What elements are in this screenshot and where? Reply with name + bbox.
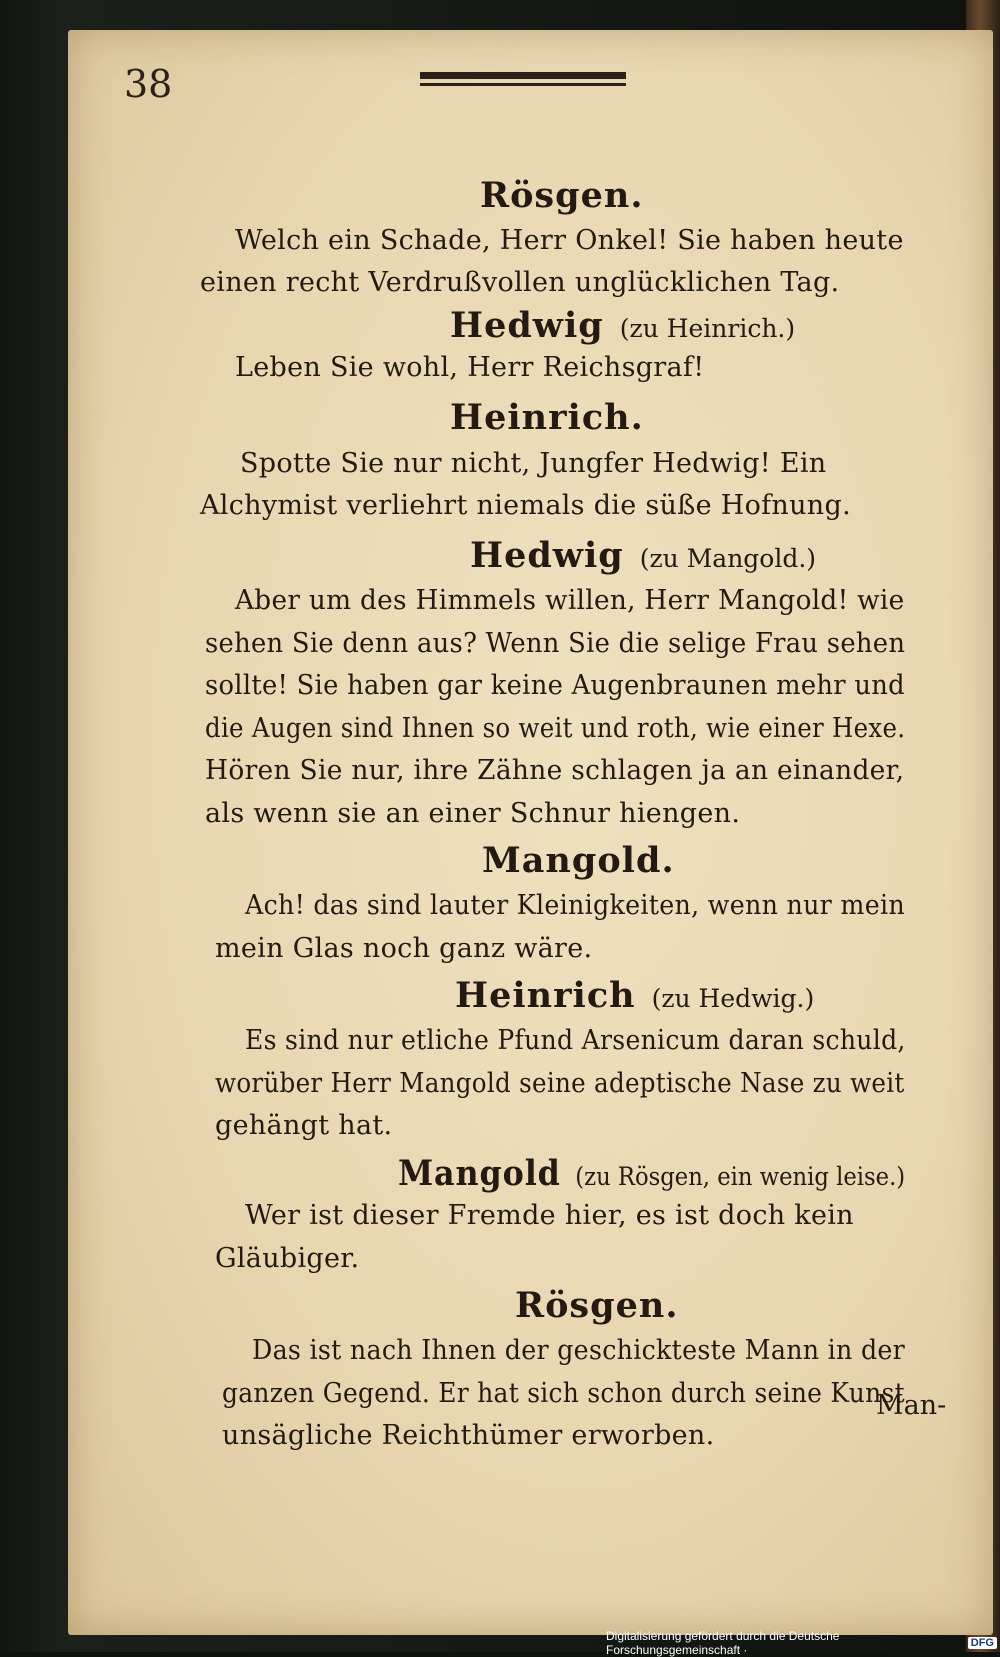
line-text: sehen Sie denn aus? Wenn Sie die selige Frau sehen [205, 628, 906, 659]
line-text: einen recht Verdrußvollen unglücklichen Tag. [200, 267, 840, 298]
speaker-name [450, 305, 795, 346]
text-line [245, 1025, 906, 1056]
line-text: Aber um des Himmels willen, Herr Mangold! wie [235, 585, 905, 616]
line-text: Alchymist verliehrt niemals die süße Hofnung. [200, 490, 851, 521]
text-line [240, 448, 826, 479]
line-text: Es sind nur etliche Pfund Arsenicum daran schuld, [245, 1025, 906, 1056]
page-number: 38 [124, 62, 173, 106]
text-line [205, 755, 904, 786]
speaker-label: Heinrich. [450, 397, 644, 438]
speaker-label: Mangold. [482, 840, 675, 881]
stage-direction: (zu Hedwig.) [651, 984, 815, 1013]
text-line [215, 933, 592, 964]
line-text: die Augen sind Ihnen so weit und roth, wie einer Hexe. [205, 713, 906, 744]
text-line [252, 1335, 905, 1366]
text-line [200, 490, 851, 521]
line-text: Hören Sie nur, ihre Zähne schlagen ja an einander, [205, 755, 905, 786]
speaker-name [480, 175, 644, 216]
text-line [205, 628, 905, 659]
speaker-label: Rösgen. [480, 175, 644, 216]
line-text: Leben Sie wohl, Herr Reichsgraf! [235, 352, 705, 383]
text-line [215, 1110, 392, 1141]
line-text: sollte! Sie haben gar keine Augenbraunen mehr und [205, 670, 905, 701]
text-line [222, 1378, 905, 1409]
speaker-name [515, 1285, 679, 1326]
text-line [245, 1200, 854, 1231]
text-line [205, 670, 905, 701]
line-text: ganzen Gegend. Er hat sich schon durch seine Kunst [222, 1378, 905, 1409]
text-line [215, 1243, 359, 1274]
line-text: gehängt hat. [215, 1110, 393, 1141]
catchword: Man- [876, 1390, 947, 1421]
line-text: Ach! das sind lauter Kleinigkeiten, wenn nur mein [245, 890, 905, 921]
line-text: Wer ist dieser Fremde hier, es ist doch kein [245, 1200, 854, 1231]
text-line [235, 352, 704, 383]
line-text: Welch ein Schade, Herr Onkel! Sie haben heute [235, 225, 904, 256]
speaker-label: Rösgen. [515, 1285, 679, 1326]
speaker-label: Hedwig [450, 305, 604, 346]
speaker-label: Hedwig [470, 535, 624, 576]
speaker-name [455, 975, 814, 1016]
speaker-name [398, 1153, 905, 1194]
speaker-label: Mangold [398, 1153, 561, 1194]
stage-direction: (zu Rösgen, ein wenig leise.) [575, 1162, 906, 1191]
line-text: worüber Herr Mangold seine adeptische Nase zu weit [215, 1068, 905, 1099]
line-text: als wenn sie an einer Schnur hiengen. [205, 798, 741, 829]
stage-direction: (zu Heinrich.) [619, 314, 796, 343]
text-line [235, 585, 905, 616]
text-line [205, 713, 905, 744]
credit-text: Digitalisierung gefördert durch die Deutsche Forschungsgemeinschaft · [606, 1628, 840, 1657]
text-line [215, 1068, 905, 1099]
speaker-name [470, 535, 816, 576]
speaker-name [482, 840, 675, 881]
header-rule [420, 72, 626, 86]
text-line [205, 798, 740, 829]
line-text: Das ist nach Ihnen der geschickteste Mann in der [252, 1335, 906, 1366]
text-line [245, 890, 905, 921]
line-text: unsägliche Reichthümer erworben. [222, 1420, 715, 1451]
line-text: mein Glas noch ganz wäre. [215, 933, 593, 964]
speaker-name [450, 397, 644, 438]
dfg-logo: DFG [968, 1637, 997, 1649]
digitization-credit [606, 1628, 1000, 1657]
speaker-label: Heinrich [455, 975, 636, 1016]
line-text: Spotte Sie nur nicht, Jungfer Hedwig! Ein [240, 448, 827, 479]
text-line [222, 1420, 715, 1451]
text-line [235, 225, 904, 256]
line-text: Gläubiger. [215, 1243, 360, 1274]
text-line [200, 267, 839, 298]
stage-direction: (zu Mangold.) [639, 544, 817, 573]
